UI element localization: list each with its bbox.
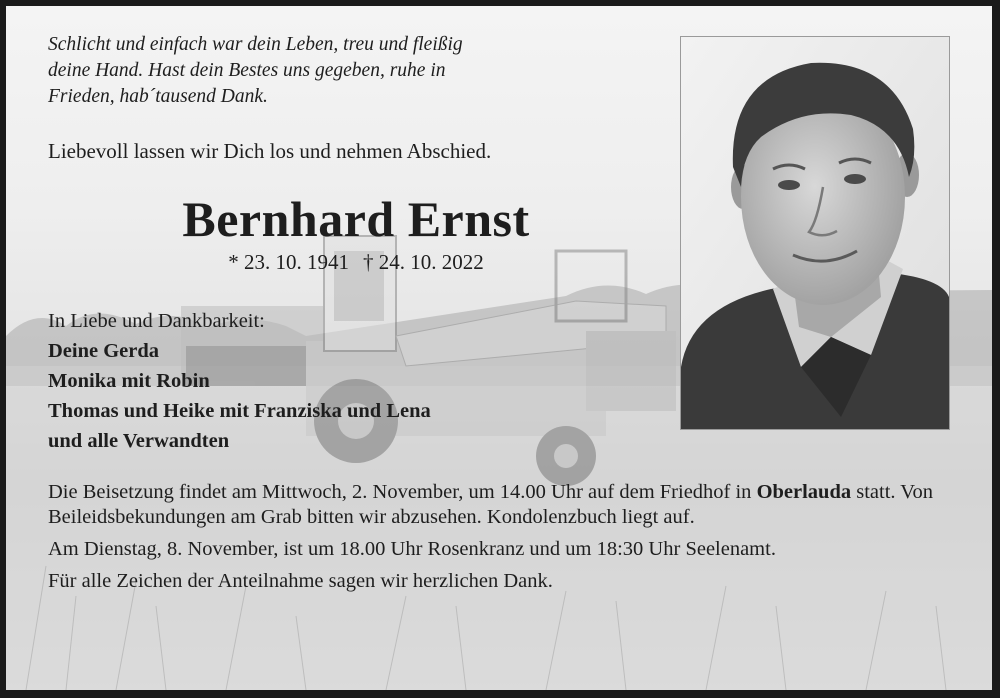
funeral-text-end: statt. Von Beileidsbekundungen am Grab bitten wir abzusehen. Kondolenzbuch liegt auf. <box>48 481 933 528</box>
poem <box>48 32 463 110</box>
funeral-place: Oberlauda <box>756 481 852 503</box>
farewell-text: Liebevoll lassen wir Dich los und nehmen Abschied. <box>48 139 492 163</box>
death-date: † 24. 10. 2022 <box>363 250 484 274</box>
thanks-paragraph: Für alle Zeichen der Anteilnahme sagen wir herzlichen Dank. <box>48 570 553 592</box>
funeral-info <box>48 480 978 601</box>
rosary-paragraph: Am Dienstag, 8. November, ist um 18.00 Uhr Rosenkranz und um 18:30 Uhr Seelenamt. <box>48 538 776 560</box>
deceased-name: Bernhard Ernst <box>182 191 530 247</box>
portrait-photo-image <box>681 37 949 429</box>
funeral-text: Die Beisetzung findet am Mittwoch, 2. November, um 14.00 Uhr auf dem Friedhof in <box>48 481 757 503</box>
portrait-photo <box>680 36 950 430</box>
mourners <box>48 306 431 456</box>
life-dates <box>6 250 706 275</box>
mourners-intro: In Liebe und Dankbarkeit: <box>48 310 265 332</box>
mourner-name: und alle Verwandten <box>48 430 230 452</box>
poem-line: Frieden, hab´tausend Dank. <box>48 86 268 107</box>
funeral-paragraph <box>48 480 978 530</box>
birth-date: * 23. 10. 1941 <box>228 250 349 274</box>
mourner-name: Deine Gerda <box>48 340 160 362</box>
obituary-card <box>6 6 992 690</box>
poem-line: Schlicht und einfach war dein Leben, treu und fleißig <box>48 34 463 55</box>
poem-line: deine Hand. Hast dein Bestes uns gegeben, ruhe in <box>48 60 446 81</box>
mourner-name: Monika mit Robin <box>48 370 210 392</box>
mourner-name: Thomas und Heike mit Franziska und Lena <box>48 400 431 422</box>
